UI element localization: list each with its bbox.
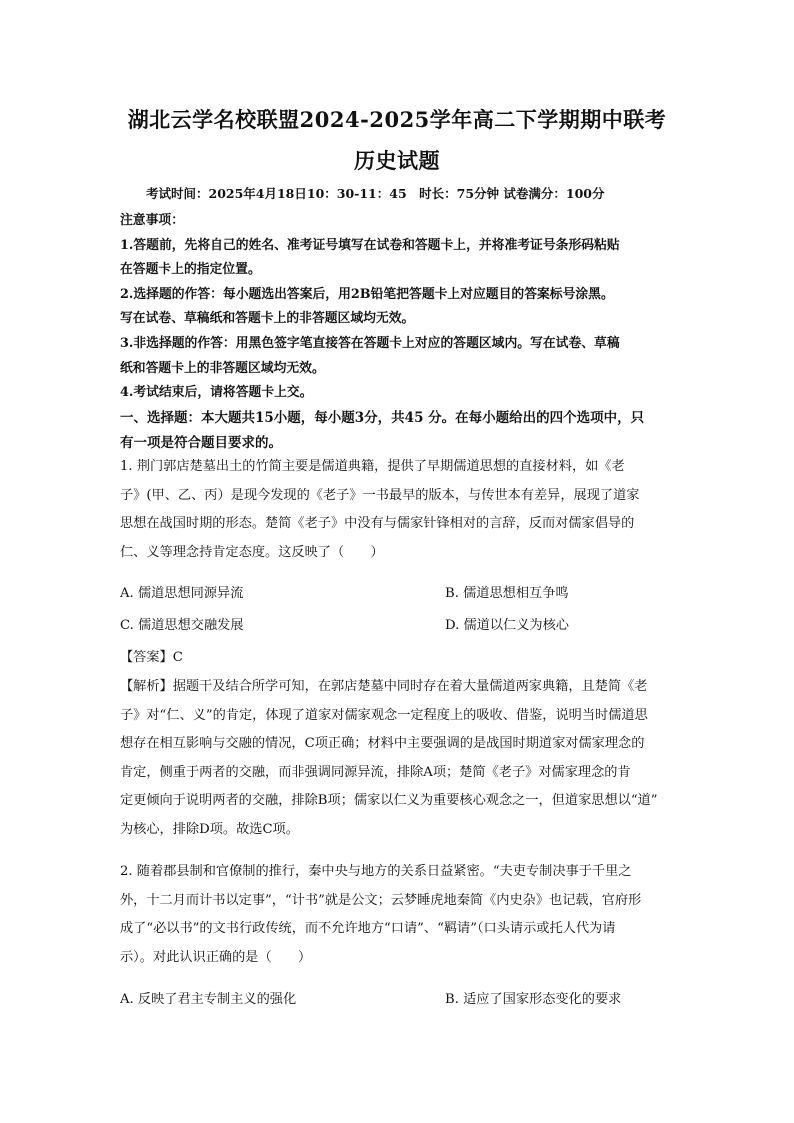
section-line: 一、选择题：本大题共15小题，每小题3分，共45 分。在每小题给出的四个选项中，只	[120, 410, 645, 426]
notes-line: 2.选择题的作答：每小题选出答案后，用2B铅笔把答题卡上对应题目的答案标号涂黑。	[120, 286, 614, 302]
question-1-stem	[120, 453, 680, 568]
question-line: 1. 荆门郭店楚墓出土的竹简主要是儒道典籍，提供了早期儒道思想的直接材料，如《老	[120, 459, 625, 474]
question-1-analysis	[120, 673, 680, 844]
notes-line: 3.非选择题的作答：用黑色签字笔直接答在答题卡上对应的答题区域内。写在试卷、草稿	[120, 335, 620, 351]
option-c: C. 儒道思想交融发展	[120, 618, 244, 633]
question-line: 示）。对此认识正确的是（ ）	[120, 950, 312, 966]
question-2-stem	[120, 858, 680, 973]
exam-info: 考试时间：2025年4月18日10：30-11：45 时长：75分钟 试卷满分：100分	[146, 186, 605, 201]
notes-line: 1.答题前，先将自己的姓名、准考证号填写在试卷和答题卡上，并将准考证号条形码粘贴	[120, 237, 620, 253]
option-d: D. 儒道以仁义为核心	[445, 618, 569, 633]
analysis-line: 为核心，排除D项。故选C项。	[120, 821, 299, 837]
notes-line: 写在试卷、草稿纸和答题卡上的非答题区域均无效。	[120, 311, 415, 327]
analysis-line: 肯定，侧重于两者的交融，而非强调同源异流，排除A项；楚简《老子》对儒家理念的肯	[120, 764, 631, 780]
analysis-line: 定更倾向于说明两者的交融，排除B项；儒家以仁义为重要核心观念之一，但道家思想以“道”	[120, 793, 658, 808]
option-b: B. 适应了国家形态变化的要求	[445, 992, 622, 1007]
question-line: 外，十二月而计书以定事”，“计书”就是公文；云梦睡虎地秦简《内史杂》也记载，官府形	[120, 892, 642, 908]
question-line: 成了“必以书”的文书行政传统，而不允许地方“口请”、“羁请”（口头请示或托人代为请	[120, 921, 616, 937]
question-1-answer: 【答案】C	[120, 650, 183, 665]
option-b: B. 儒道思想相互争鸣	[445, 586, 569, 601]
exam-title: 湖北云学名校联盟2024-2025学年高二下学期期中联考	[127, 107, 667, 132]
exam-subject: 历史试题	[354, 148, 440, 173]
question-line: 2. 随着郡县制和官僚制的推行，秦中央与地方的关系日益紧密。“夫吏专制决事于千里之	[120, 864, 632, 879]
section-heading	[120, 406, 680, 455]
notes-line: 纸和答题卡上的非答题区域均无效。	[120, 360, 325, 376]
question-line: 仁、义等理念持肯定态度。这反映了（ ）	[120, 545, 384, 561]
option-a: A. 儒道思想同源异流	[120, 586, 244, 601]
option-a: A. 反映了君主专制主义的强化	[120, 992, 297, 1007]
notes-line: 4.考试结束后，请将答题卡上交。	[120, 385, 313, 401]
notes-heading: 注意事项：	[120, 213, 184, 228]
question-line: 思想在战国时期的形态。楚简《老子》中没有与儒家针锋相对的言辞，反而对儒家倡导的	[120, 516, 635, 532]
notes-section	[120, 209, 680, 406]
question-line: 子》(甲、乙、丙）是现今发现的《老子》一书最早的版本，与传世本有差异，展现了道家	[120, 487, 640, 503]
analysis-line: 子》对“仁、义”的肯定，体现了道家对儒家观念一定程度上的吸收、借鉴，说明当时儒道思	[120, 707, 648, 723]
section-line: 有一项是符合题目要求的。	[120, 434, 282, 451]
notes-line: 在答题卡上的指定位置。	[120, 262, 261, 278]
analysis-line: 【解析】据题干及结合所学可知，在郭店楚墓中同时存在着大量儒道两家典籍，且楚简《老	[120, 679, 648, 694]
analysis-line: 想存在相互影响与交融的情况，C项正确；材料中主要强调的是战国时期道家对儒家理念的	[120, 736, 645, 751]
